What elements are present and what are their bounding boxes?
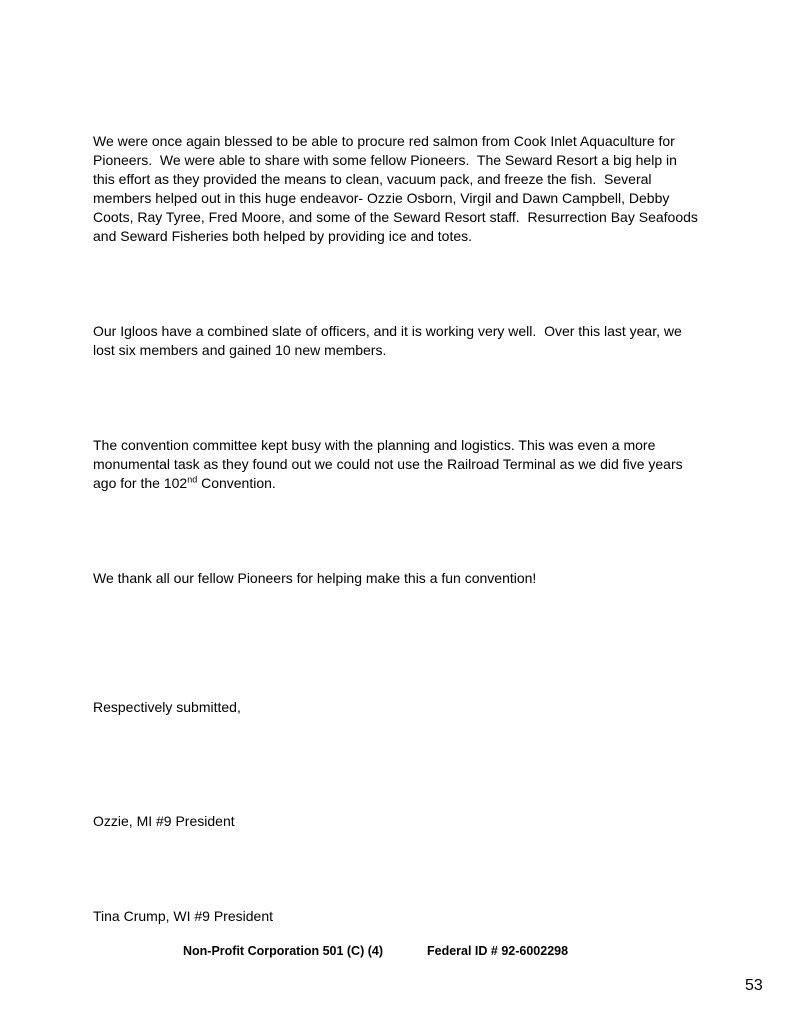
signature-line-tina: Tina Crump, WI #9 President	[93, 908, 273, 924]
paragraph-igloo-officers: Our Igloos have a combined slate of officers, and it is working very well. Over this last year, we lost six members and gained 10 new members.	[93, 323, 686, 358]
page-number: 53	[745, 977, 763, 994]
paragraph-convention-text-after: Convention.	[197, 475, 276, 491]
paragraph-thanks: We thank all our fellow Pioneers for helping make this a fun convention!	[93, 570, 537, 586]
closing-salutation: Respectively submitted,	[93, 699, 241, 715]
footer-nonprofit-status: Non-Profit Corporation 501 (C) (4)	[183, 944, 383, 958]
page-footer	[0, 941, 790, 961]
paragraph-salmon-donation: We were once again blessed to be able to procure red salmon from Cook Inlet Aquaculture for Pioneers. We were able to share with some fellow Pioneers. The Seward Resort a big help in this effort as they provided the means to clean, vacuum pack, and freeze the fish. Several members helped out in this huge endeavor- Ozzie Osborn, Virgil and Dawn Campbell, Debby Coots, Ray Tyree, Fred Moore, and some of the Seward Resort staff. Resurrection Bay Seafoods and Seward Fisheries both helped by providing ice and totes.	[93, 133, 702, 244]
footer-federal-id: Federal ID # 92-6002298	[427, 944, 569, 958]
signature-line-ozzie: Ozzie, MI #9 President	[93, 813, 235, 829]
letter-body	[93, 94, 702, 964]
paragraph-convention-text-before: The convention committee kept busy with the planning and logistics. This was even a more monumental task as they found out we could not use the Railroad Terminal as we did five years ago for the 102	[93, 437, 687, 491]
paragraph-convention-committee	[93, 436, 699, 493]
ordinal-superscript: nd	[187, 474, 198, 485]
